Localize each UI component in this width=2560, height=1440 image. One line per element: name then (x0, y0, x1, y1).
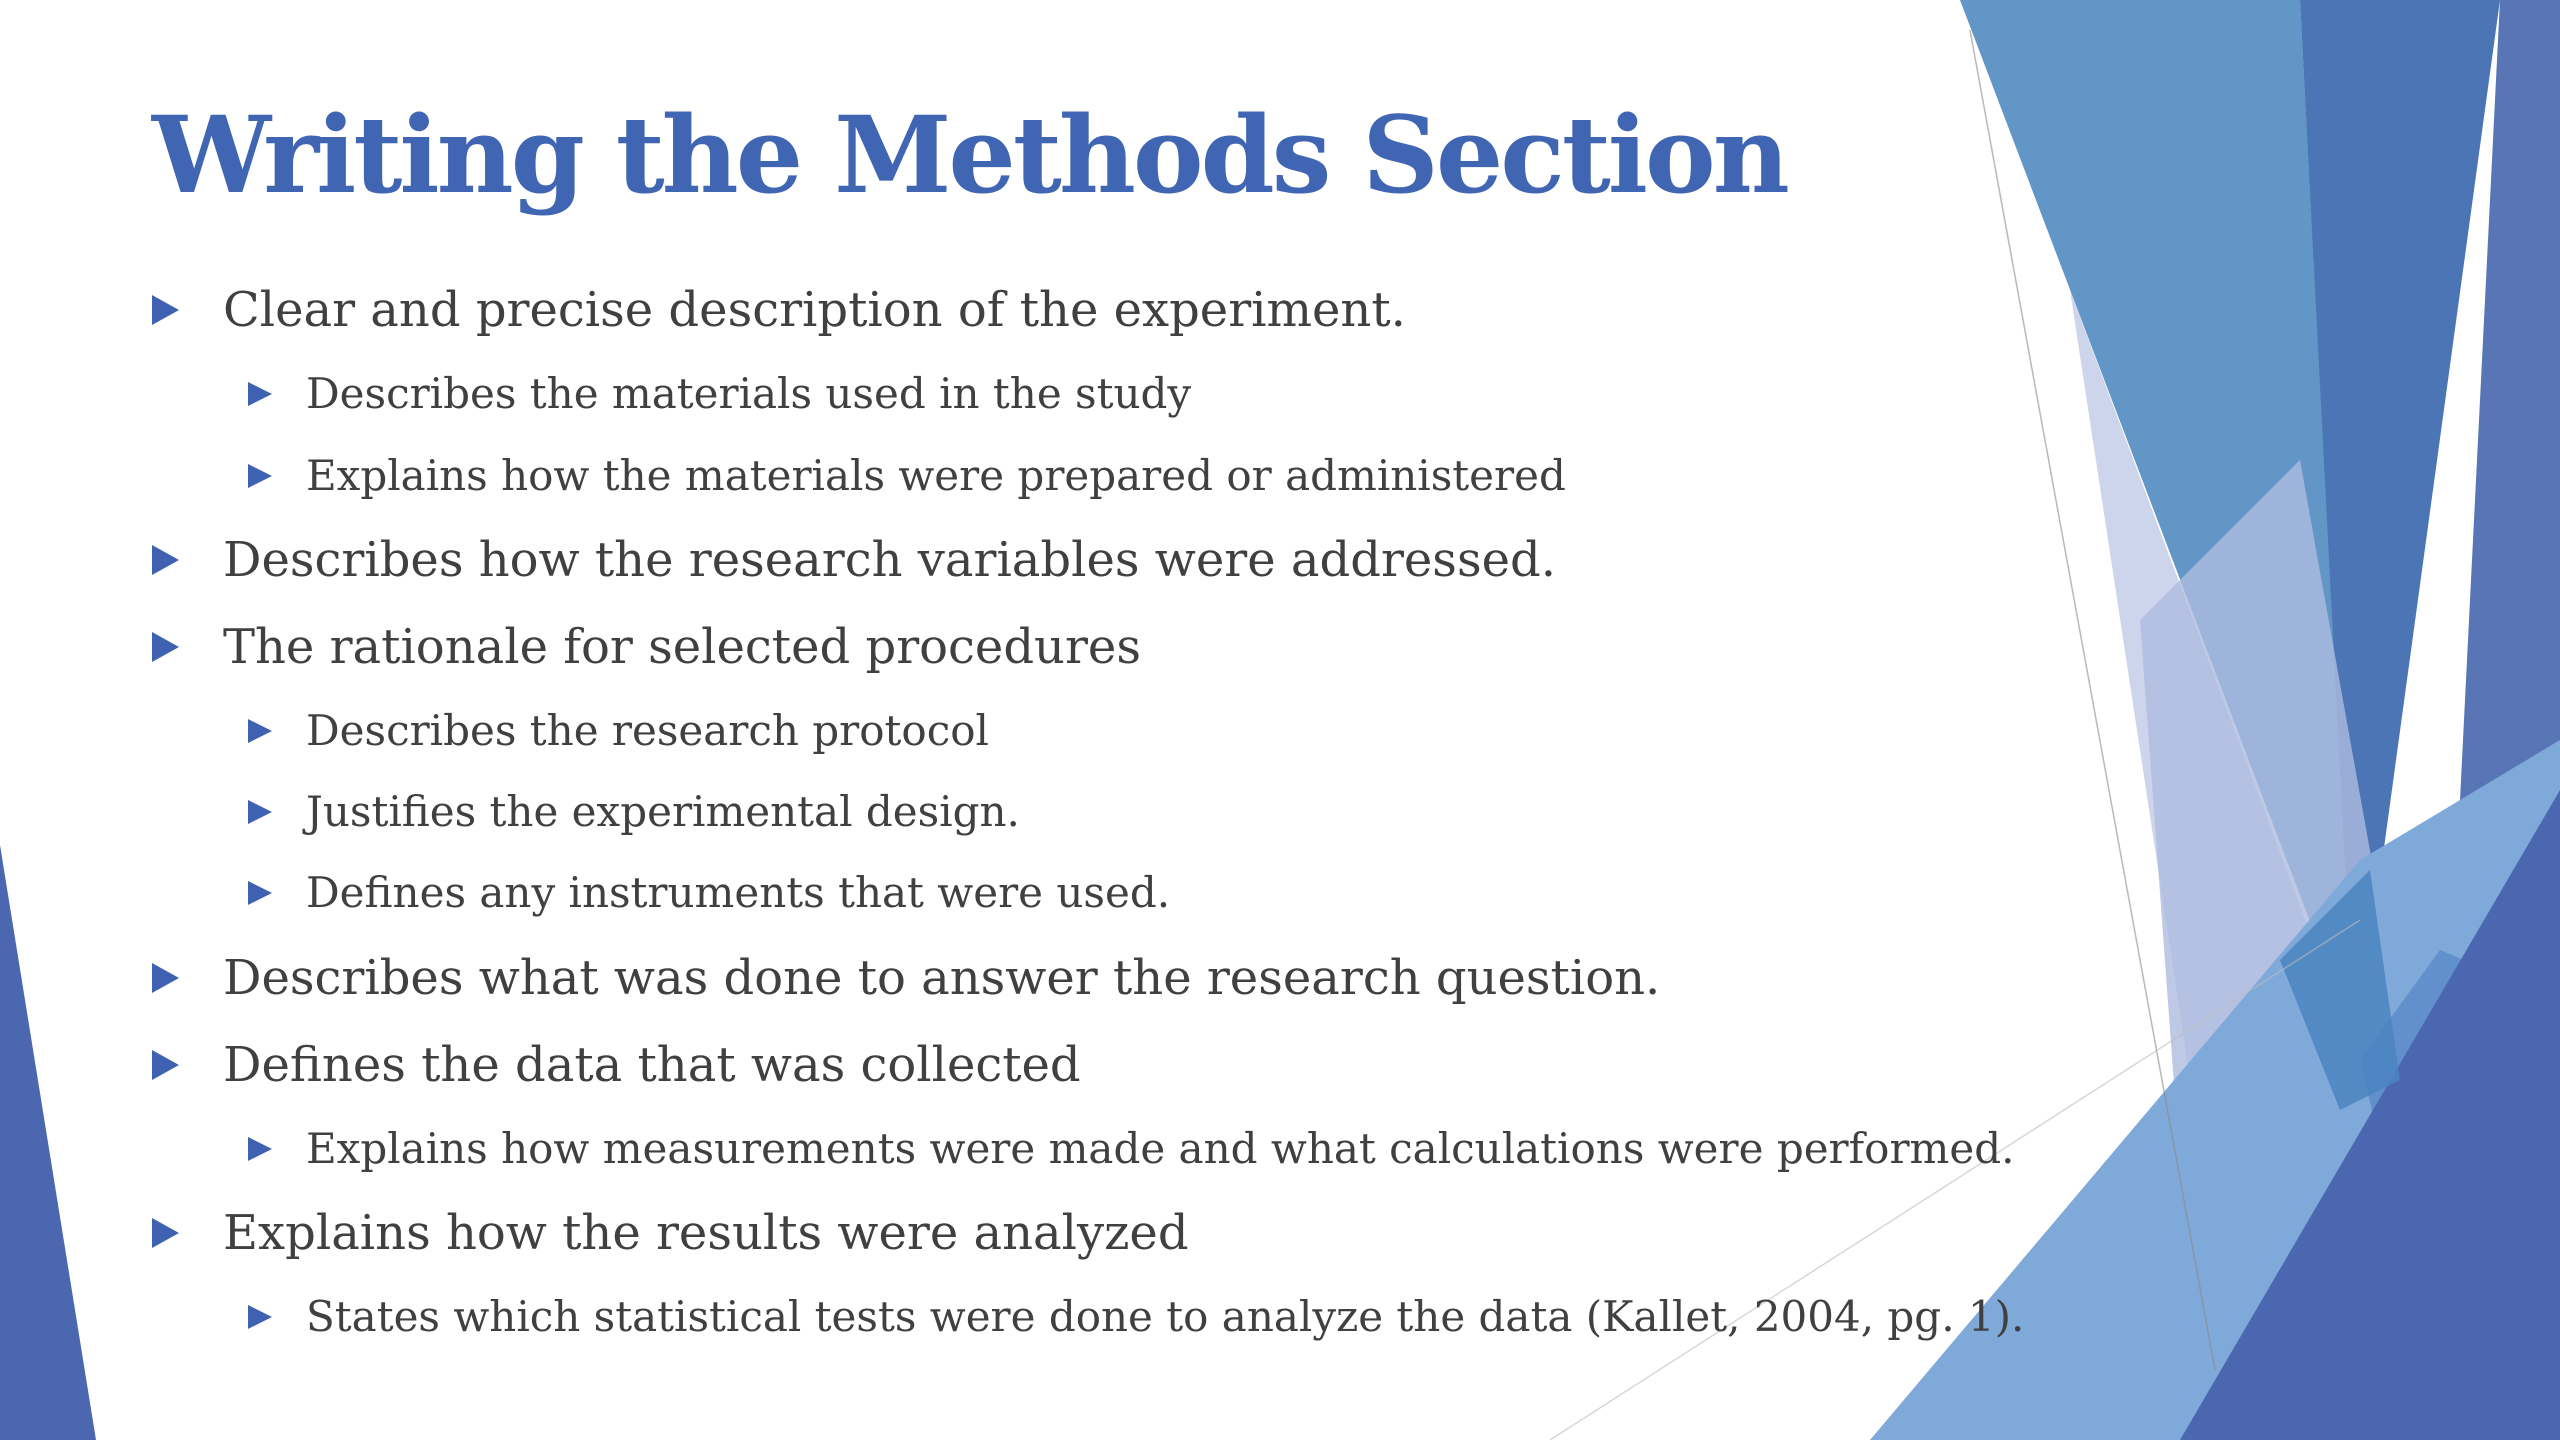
triangle-right-icon (248, 800, 272, 824)
sub-bullet-text: Justifies the experimental design. (306, 787, 1020, 836)
sub-bullet-text: Describes the research protocol (306, 706, 989, 755)
sub-bullet-item (248, 868, 1170, 917)
triangle-right-icon (248, 1305, 272, 1329)
bullet-text: Clear and precise description of the experiment. (223, 282, 1406, 338)
bullet-text: Describes what was done to answer the research question. (223, 950, 1661, 1006)
sub-bullet-item (248, 706, 989, 755)
triangle-right-icon (152, 295, 179, 325)
bullet-item (152, 619, 1141, 675)
triangle-right-icon (248, 1137, 272, 1161)
bullet-item (152, 1037, 1081, 1093)
sub-bullet-item (248, 1124, 2014, 1173)
sub-bullet-item (248, 787, 1020, 836)
sub-bullet-text: Defines any instruments that were used. (306, 868, 1171, 917)
bullet-item (152, 950, 1660, 1006)
bullet-text: Describes how the research variables were addressed. (223, 532, 1556, 588)
sub-bullet-text: Describes the materials used in the study (306, 369, 1192, 418)
bullet-text: The rationale for selected procedures (223, 619, 1141, 675)
slide-title: Writing the Methods Section (152, 92, 1787, 217)
triangle-right-icon (152, 632, 179, 662)
triangle-right-icon (248, 382, 272, 406)
sub-bullet-text: Explains how the materials were prepared or administered (306, 451, 1566, 500)
sub-bullet-text: Explains how measurements were made and what calculations were performed. (306, 1124, 2015, 1173)
sub-bullet-item (248, 1292, 2024, 1341)
sub-bullet-item (248, 369, 1191, 418)
triangle-right-icon (152, 963, 179, 993)
triangle-right-icon (248, 881, 272, 905)
bullet-item (152, 282, 1406, 338)
triangle-right-icon (152, 545, 179, 575)
bullet-text: Defines the data that was collected (223, 1037, 1081, 1093)
triangle-right-icon (248, 464, 272, 488)
triangle-right-icon (152, 1218, 179, 1248)
sub-bullet-item (248, 451, 1566, 500)
triangle-right-icon (152, 1050, 179, 1080)
bullet-item (152, 532, 1556, 588)
bullet-text: Explains how the results were analyzed (223, 1205, 1189, 1261)
triangle-right-icon (248, 719, 272, 743)
bullet-item (152, 1205, 1189, 1261)
sub-bullet-text: States which statistical tests were done to analyze the data (Kallet, 2004, pg. 1). (306, 1292, 2025, 1341)
